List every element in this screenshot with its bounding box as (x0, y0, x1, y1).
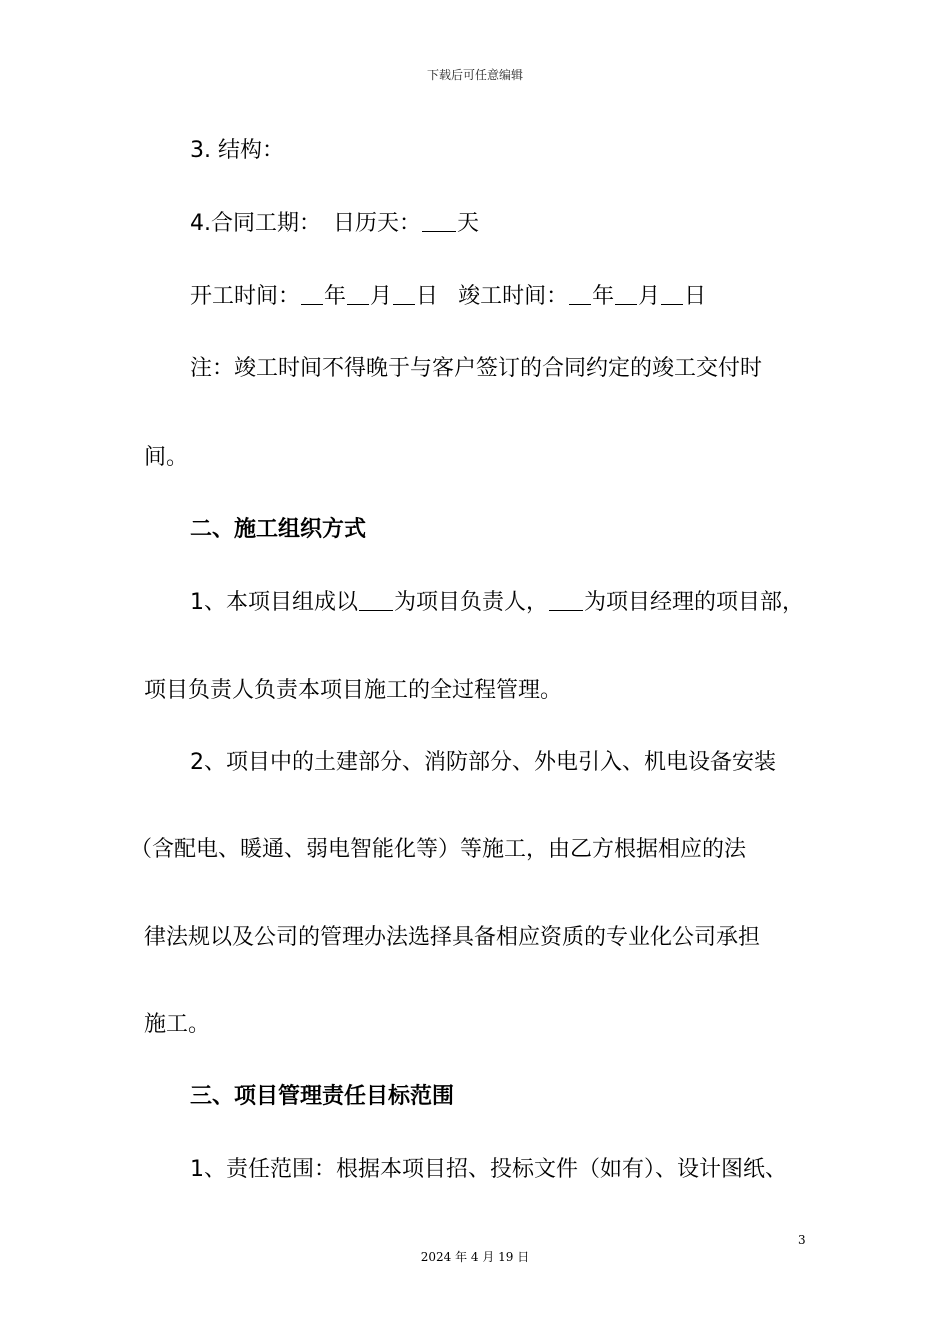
end-year-blank (569, 284, 591, 305)
page-header: 下载后可任意编辑 (426, 68, 523, 82)
month-unit: 月 (370, 284, 393, 309)
end-time-label: 竣工时间： (458, 284, 569, 309)
start-time-label: 开工时间： (190, 284, 301, 309)
paragraph-1-line-2: 项目负责人负责本项目施工的全过程管理。 (144, 678, 563, 703)
paragraph-2-line-4: 施工。 (144, 1012, 211, 1037)
period-label: 4.合同工期： (190, 211, 321, 236)
paragraph-2-line-3: 律法规以及公司的管理办法选择具备相应资质的专业化公司承担 (144, 925, 761, 950)
p1-text-b: 为项目负责人， (394, 590, 549, 615)
paragraph-2-line-2: （含配电、暖通、弱电智能化等）等施工，由乙方根据相应的法 (130, 837, 747, 862)
schedule-line (190, 284, 706, 310)
year-unit: 年 (592, 284, 615, 309)
p1-text-a: 1、本项目组成以 (190, 590, 358, 615)
leader-blank (359, 590, 393, 611)
start-day-blank (393, 284, 415, 305)
days-blank (422, 211, 456, 232)
day-unit: 天 (457, 211, 480, 236)
month-unit: 月 (638, 284, 661, 309)
end-day-blank (661, 284, 683, 305)
manager-blank (549, 590, 583, 611)
year-unit: 年 (324, 284, 347, 309)
page-number: 3 (798, 1233, 806, 1247)
section-2-title: 二、施工组织方式 (190, 517, 367, 542)
start-year-blank (301, 284, 323, 305)
start-month-blank (347, 284, 369, 305)
structure-label: 3. 结构： (190, 138, 284, 163)
footer-date: 2024 年 4 月 19 日 (420, 1250, 530, 1264)
structure-line (190, 138, 284, 164)
section-3-title: 三、项目管理责任目标范围 (190, 1084, 455, 1109)
calendar-days-label: 日历天： (333, 211, 422, 236)
day-unit: 日 (684, 284, 707, 309)
paragraph-2-line-1: 2、项目中的土建部分、消防部分、外电引入、机电设备安装 (190, 750, 776, 775)
paragraph-1-line-1 (190, 590, 804, 616)
contract-period-line (190, 211, 479, 237)
note-line-1: 注：竣工时间不得晚于与客户签订的合同约定的竣工交付时 (190, 356, 763, 381)
end-month-blank (615, 284, 637, 305)
p1-text-c: 为项目经理的项目部， (584, 590, 805, 615)
paragraph-3-line-1: 1、责任范围：根据本项目招、投标文件（如有）、设计图纸、 (190, 1157, 787, 1182)
note-line-2: 间。 (144, 445, 189, 470)
day-unit: 日 (416, 284, 439, 309)
